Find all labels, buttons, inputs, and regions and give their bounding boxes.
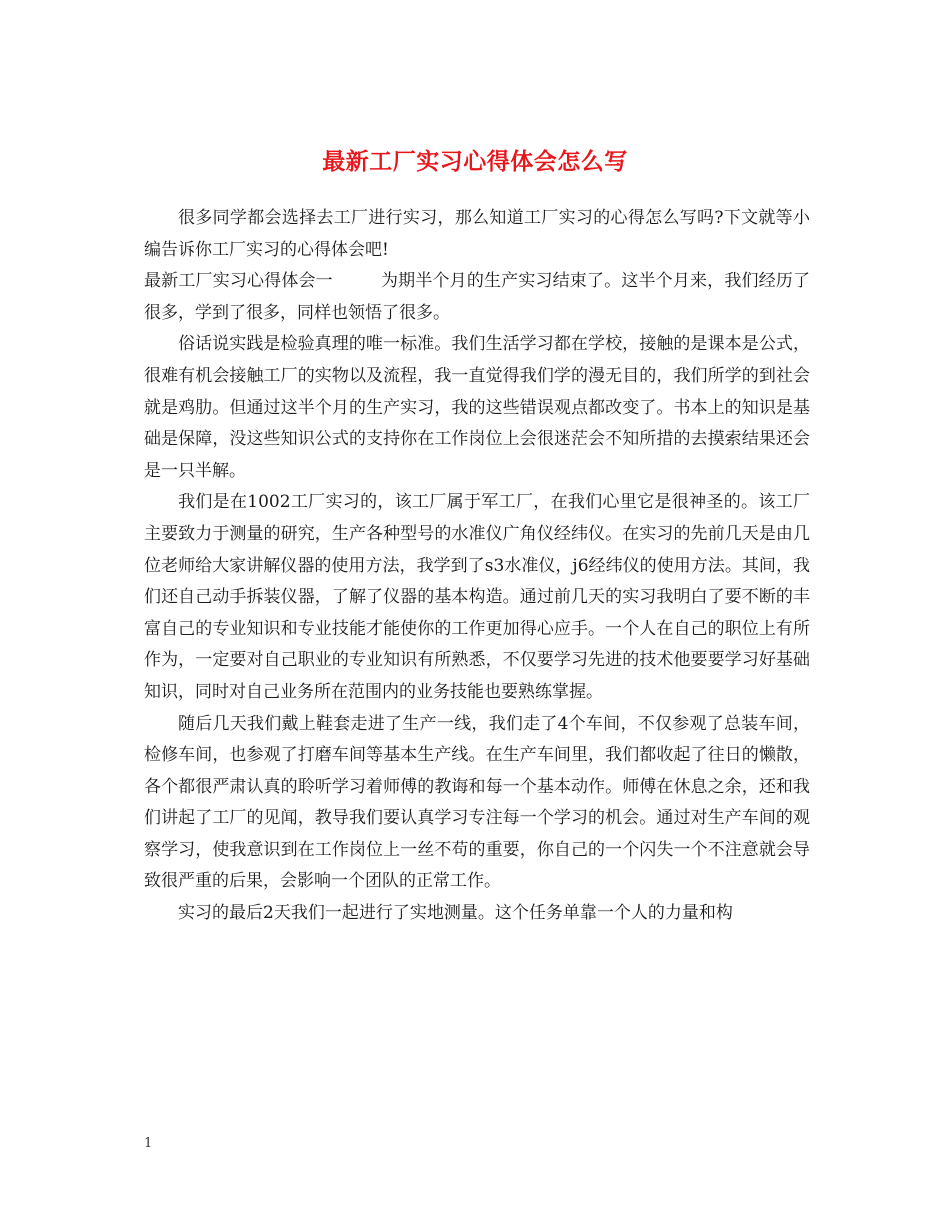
- body-paragraph: 我们是在1002工厂实习的，该工厂属于军工厂，在我们心里它是很神圣的。该工厂主要致力于测量的研究，生产各种型号的水准仪广角仪经纬仪。在实习的先前几天是由几位老师给大家讲解仪器的使用方法，我学到了s3水准仪，j6经纬仪的使用方法。其间，我们还自己动手拆装仪器，了解了仪器的基本构造。通过前几天的实习我明白了要不断的丰富自己的专业知识和专业技能才能使你的工作更加得心应手。一个人在自己的职位上有所作为，一定要对自己职业的专业知识有所熟悉，不仅要学习先进的技术他要要学习好基础知识，同时对自己业务所在范围内的业务技能也要熟练掌握。: [144, 492, 810, 702]
- section-first-text: 为期半个月的生产实习结束了。这半个月来，我们经历了很多，学到了很多，同样也领悟了很多。: [144, 271, 811, 323]
- page-number: 1: [144, 1136, 153, 1151]
- section-paragraph: [144, 266, 810, 329]
- body-paragraph: 实习的最后2天我们一起进行了实地测量。这个任务单靠一个人的力量和构: [178, 903, 733, 924]
- intro-paragraph: 很多同学都会选择去工厂进行实习，那么知道工厂实习的心得怎么写吗?下文就等小编告诉你工厂实习的心得体会吧!: [144, 208, 810, 260]
- document-body: [144, 203, 810, 930]
- body-paragraph: 俗话说实践是检验真理的唯一标准。我们生活学习都在学校，接触的是课本是公式，很难有机会接触工厂的实物以及流程，我一直觉得我们学的漫无目的，我们所学的到社会就是鸡肋。但通过这半个月的生产实习，我的这些错误观点都改变了。书本上的知识是基础是保障，没这些知识公式的支持你在工作岗位上会很迷茫会不知所措的去摸索结果还会是一只半解。: [144, 334, 810, 481]
- section-heading: 最新工厂实习心得体会一: [144, 271, 333, 292]
- body-paragraph: 随后几天我们戴上鞋套走进了生产一线，我们走了4个车间，不仅参观了总装车间，检修车间，也参观了打磨车间等基本生产线。在生产车间里，我们都收起了往日的懒散，各个都很严肃认真的聆听学习着师傅的教诲和每一个基本动作。师傅在休息之余，还和我们讲起了工厂的见闻，教导我们要认真学习专注每一个学习的机会。通过对生产车间的观察学习，使我意识到在工作岗位上一丝不苟的重要，你自己的一个闪失一个不注意就会导致很严重的后果，会影响一个团队的正常工作。: [144, 713, 810, 892]
- page-title: 最新工厂实习心得体会怎么写: [322, 148, 628, 176]
